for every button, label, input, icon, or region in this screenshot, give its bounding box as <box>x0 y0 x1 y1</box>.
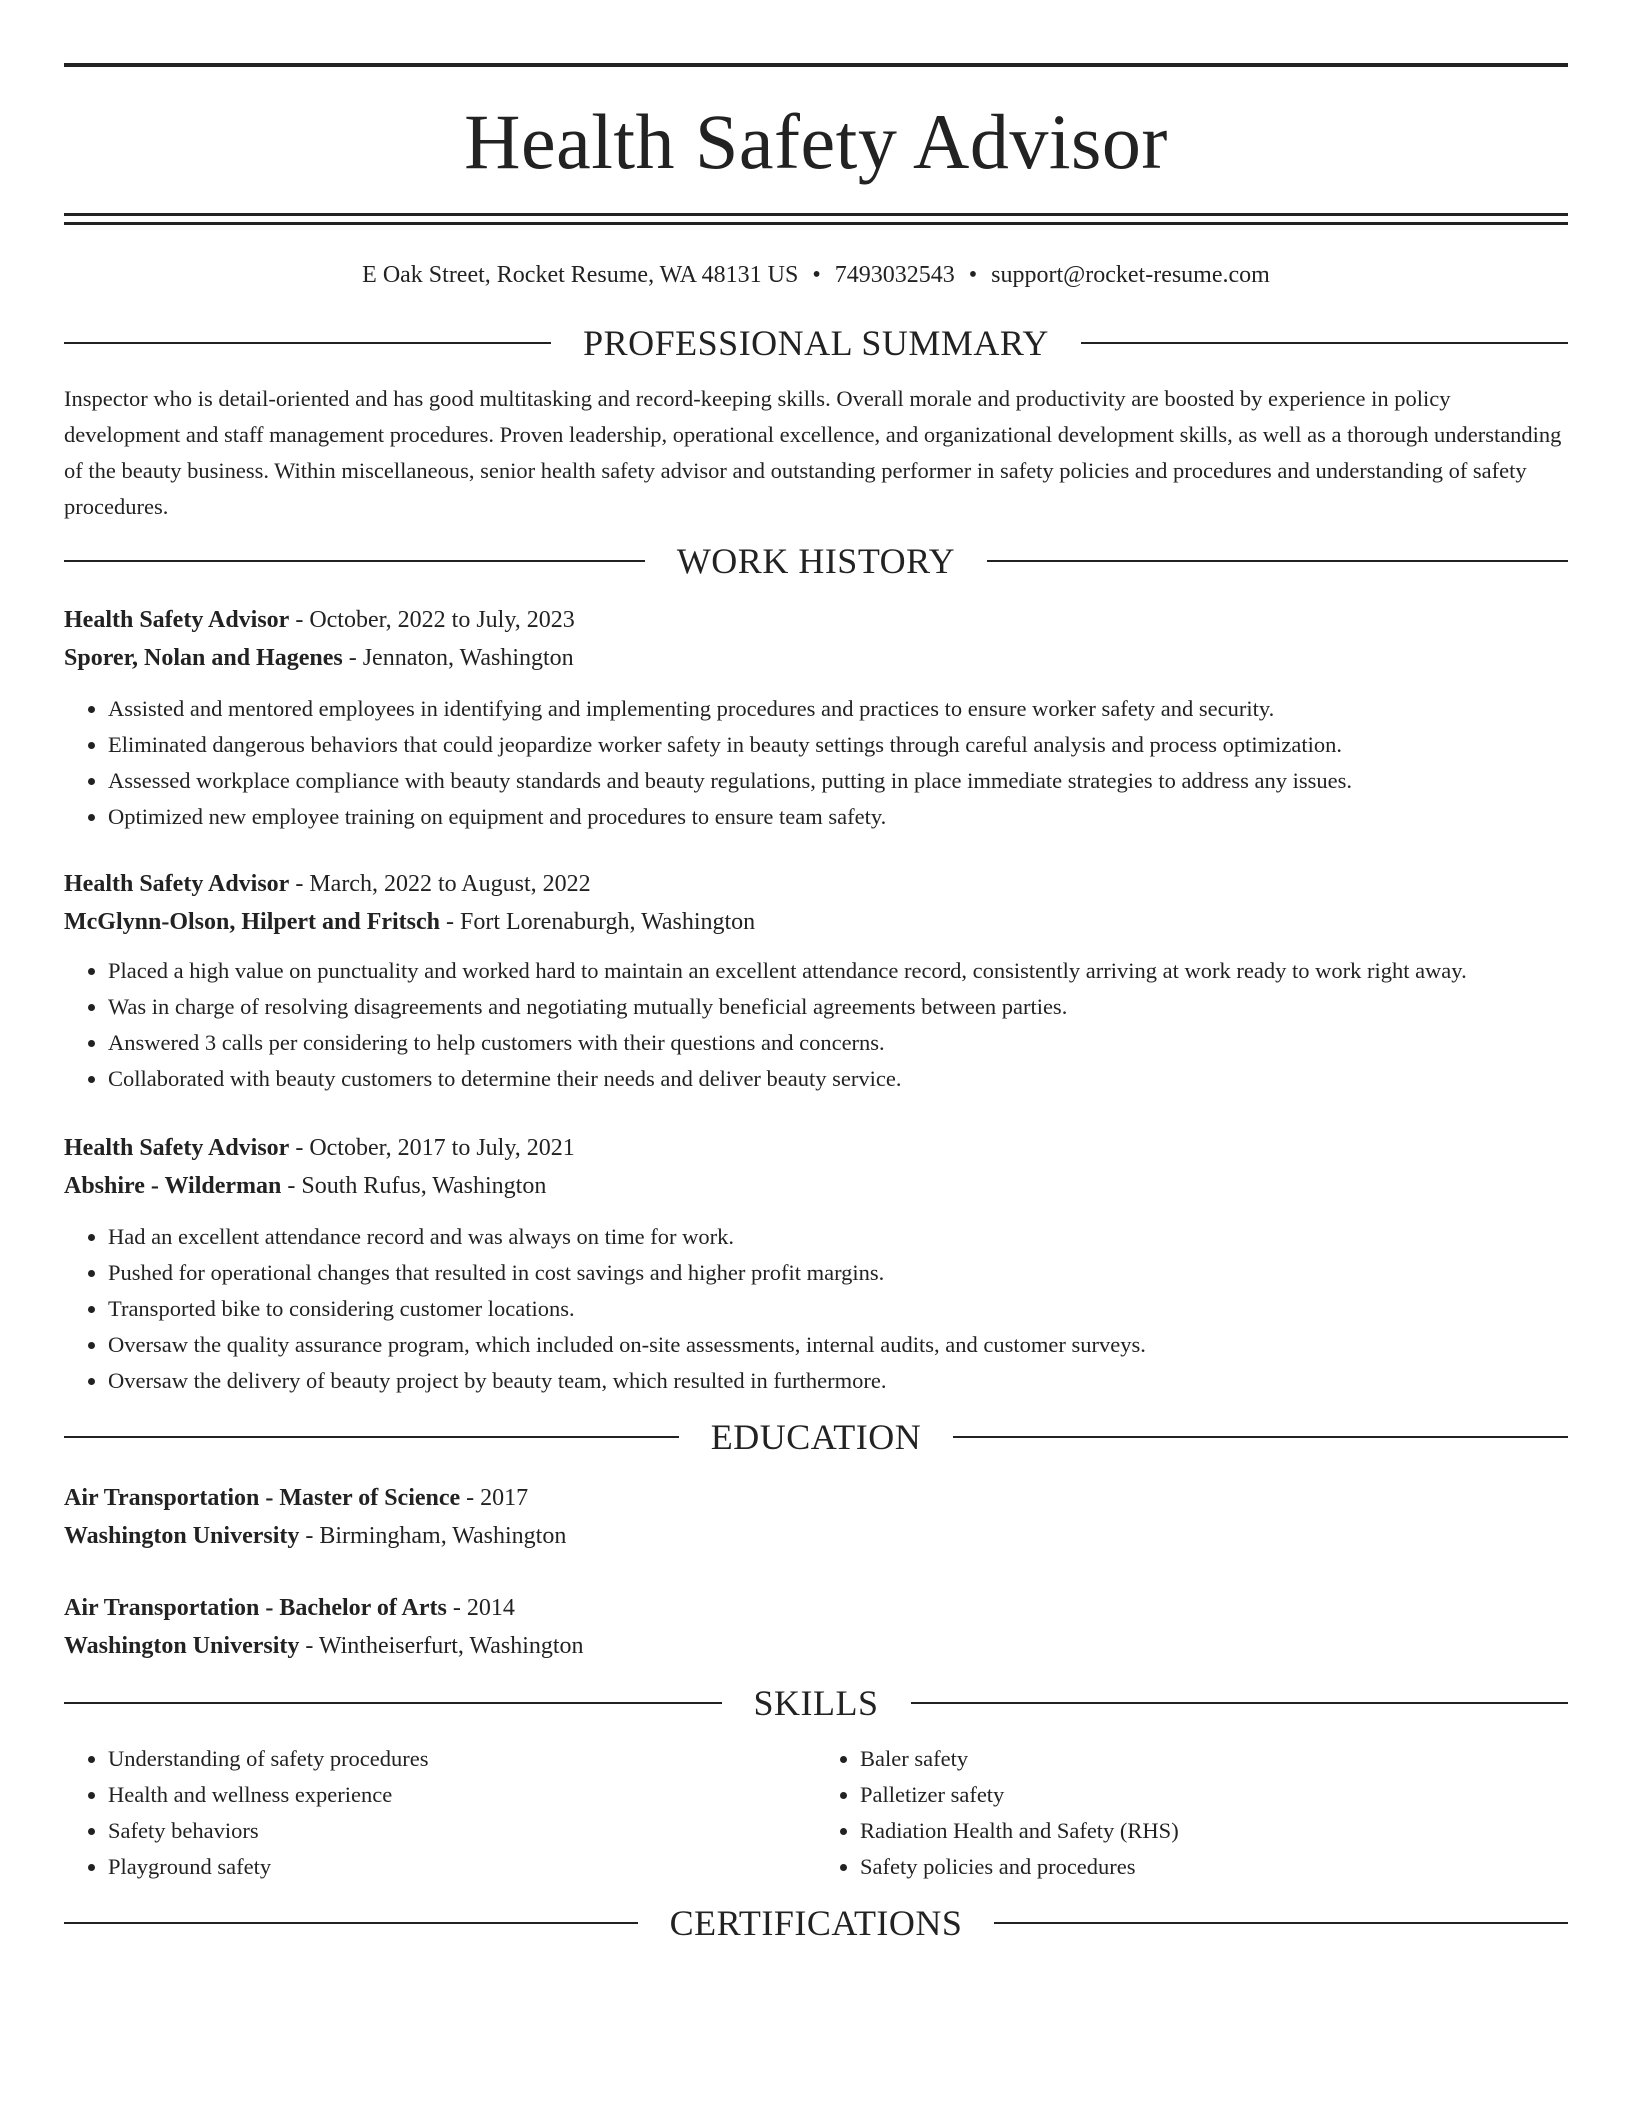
section-header-certifications <box>64 1903 1568 1943</box>
skill-item: • Health and wellness experience <box>108 1777 816 1813</box>
section-rule-left <box>64 1922 638 1924</box>
job-bullet: • Was in charge of resolving disagreements and negotiating mutually beneficial agreements between parties. <box>108 989 1568 1025</box>
section-header-work <box>64 541 1568 581</box>
skill-item: • Baler safety <box>860 1741 1568 1777</box>
section-header-summary <box>64 323 1568 363</box>
education-school-line <box>64 1517 1568 1555</box>
job-entry <box>64 1129 1568 1399</box>
section-title-summary: PROFESSIONAL SUMMARY <box>583 323 1049 363</box>
job-bullet: • Transported bike to considering customer locations. <box>108 1291 1568 1327</box>
education-school: Washington University <box>64 1523 300 1549</box>
education-entry <box>64 1589 1568 1665</box>
job-entry <box>64 865 1568 1097</box>
section-rule-right <box>987 560 1568 562</box>
job-bullet: • Oversaw the delivery of beauty project by beauty team, which resulted in furthermore. <box>108 1363 1568 1399</box>
job-dates: - March, 2022 to August, 2022 <box>289 871 591 897</box>
contact-phone: 7493032543 <box>834 262 955 288</box>
job-bullet: • Pushed for operational changes that resulted in cost savings and higher profit margins. <box>108 1255 1568 1291</box>
job-bullet: • Eliminated dangerous behaviors that could jeopardize worker safety in beauty settings through careful analysis and process optimization. <box>108 727 1568 763</box>
contact-email: support@rocket-resume.com <box>991 262 1270 288</box>
section-title-skills: SKILLS <box>753 1683 879 1723</box>
section-rule-right <box>994 1922 1568 1924</box>
section-rule-right <box>953 1436 1568 1438</box>
education-school-line <box>64 1627 1568 1665</box>
job-bullet: • Answered 3 calls per considering to help customers with their questions and concerns. <box>108 1025 1568 1061</box>
education-year: - 2014 <box>446 1595 515 1621</box>
contact-separator: • <box>812 262 821 288</box>
job-bullet: • Collaborated with beauty customers to determine their needs and deliver beauty service. <box>108 1061 1568 1097</box>
education-degree-line <box>64 1589 1568 1627</box>
skill-item: • Palletizer safety <box>860 1777 1568 1813</box>
section-rule-left <box>64 342 551 344</box>
education-location: - Wintheiserfurt, Washington <box>299 1633 584 1659</box>
skills-column-left <box>64 1741 816 1885</box>
education-school: Washington University <box>64 1633 300 1659</box>
job-title: Health Safety Advisor <box>64 607 290 633</box>
job-company: Abshire - Wilderman <box>64 1173 282 1199</box>
job-title-line <box>64 601 1568 639</box>
job-title-line <box>64 1129 1568 1167</box>
job-title: Health Safety Advisor <box>64 871 290 897</box>
skills-column-right <box>816 1741 1568 1885</box>
contact-line <box>64 261 1568 289</box>
job-bullet: • Had an excellent attendance record and was always on time for work. <box>108 1219 1568 1255</box>
top-rule <box>64 63 1568 67</box>
skill-item: • Understanding of safety procedures <box>108 1741 816 1777</box>
contact-separator: • <box>968 262 978 288</box>
skill-item: • Radiation Health and Safety (RHS) <box>860 1813 1568 1849</box>
summary-text: Inspector who is detail-oriented and has good multitasking and record-keeping skills. Overall morale and productivity are boosted by experience in policy development and staff management procedures. Proven leadership, operational excellence, and organizational development skills, as well as a thorough understanding of the beauty business. Within miscellaneous, senior health safety advisor and outstanding performer in safety policies and procedures and understanding of safety procedures. <box>64 386 1562 519</box>
job-title-line <box>64 865 1568 903</box>
section-rule-right <box>1081 342 1568 344</box>
job-location: - Fort Lorenaburgh, Washington <box>440 909 756 935</box>
section-header-skills <box>64 1683 1568 1723</box>
job-bullet: • Placed a high value on punctuality and worked hard to maintain an excellent attendance record, consistently arriving at work ready to work right away. <box>108 953 1568 989</box>
title-double-rule <box>64 213 1568 225</box>
job-entry <box>64 601 1568 835</box>
education-location: - Birmingham, Washington <box>299 1523 567 1549</box>
section-rule-left <box>64 1702 722 1704</box>
job-title: Health Safety Advisor <box>64 1135 290 1161</box>
section-title-work: WORK HISTORY <box>676 541 956 581</box>
job-bullets <box>64 1219 1568 1399</box>
education-year: - 2017 <box>460 1485 529 1511</box>
education-entry <box>64 1479 1568 1555</box>
job-bullet: • Optimized new employee training on equipment and procedures to ensure team safety. <box>108 799 1568 835</box>
skill-item: • Playground safety <box>108 1849 816 1885</box>
job-location: - South Rufus, Washington <box>281 1173 547 1199</box>
job-bullet: • Oversaw the quality assurance program, which included on-site assessments, internal audits, and customer surveys. <box>108 1327 1568 1363</box>
job-bullet: • Assessed workplace compliance with beauty standards and beauty regulations, putting in place immediate strategies to address any issues. <box>108 763 1568 799</box>
contact-address: E Oak Street, Rocket Resume, WA 48131 US <box>362 262 799 288</box>
skill-item: • Safety policies and procedures <box>860 1849 1568 1885</box>
section-rule-left <box>64 560 645 562</box>
job-dates: - October, 2022 to July, 2023 <box>289 607 575 633</box>
job-company: McGlynn-Olson, Hilpert and Fritsch <box>64 909 441 935</box>
section-title-certifications: CERTIFICATIONS <box>669 1903 963 1943</box>
job-company-line <box>64 903 1568 941</box>
section-rule-right <box>911 1702 1569 1704</box>
job-company-line <box>64 639 1568 677</box>
job-location: - Jennaton, Washington <box>342 645 574 671</box>
education-degree-line <box>64 1479 1568 1517</box>
job-bullet: • Assisted and mentored employees in identifying and implementing procedures and practices to ensure worker safety and security. <box>108 691 1568 727</box>
skills-grid <box>64 1741 1568 1885</box>
education-degree: Air Transportation - Master of Science <box>64 1485 461 1511</box>
education-degree: Air Transportation - Bachelor of Arts <box>64 1595 447 1621</box>
section-title-education: EDUCATION <box>710 1417 922 1457</box>
skill-item: • Safety behaviors <box>108 1813 816 1849</box>
job-company: Sporer, Nolan and Hagenes <box>64 645 343 671</box>
resume-title: Health Safety Advisor <box>464 98 1168 185</box>
job-bullets <box>64 953 1568 1097</box>
section-header-education <box>64 1417 1568 1457</box>
section-rule-left <box>64 1436 679 1438</box>
job-dates: - October, 2017 to July, 2021 <box>289 1135 575 1161</box>
job-company-line <box>64 1167 1568 1205</box>
job-bullets <box>64 691 1568 835</box>
